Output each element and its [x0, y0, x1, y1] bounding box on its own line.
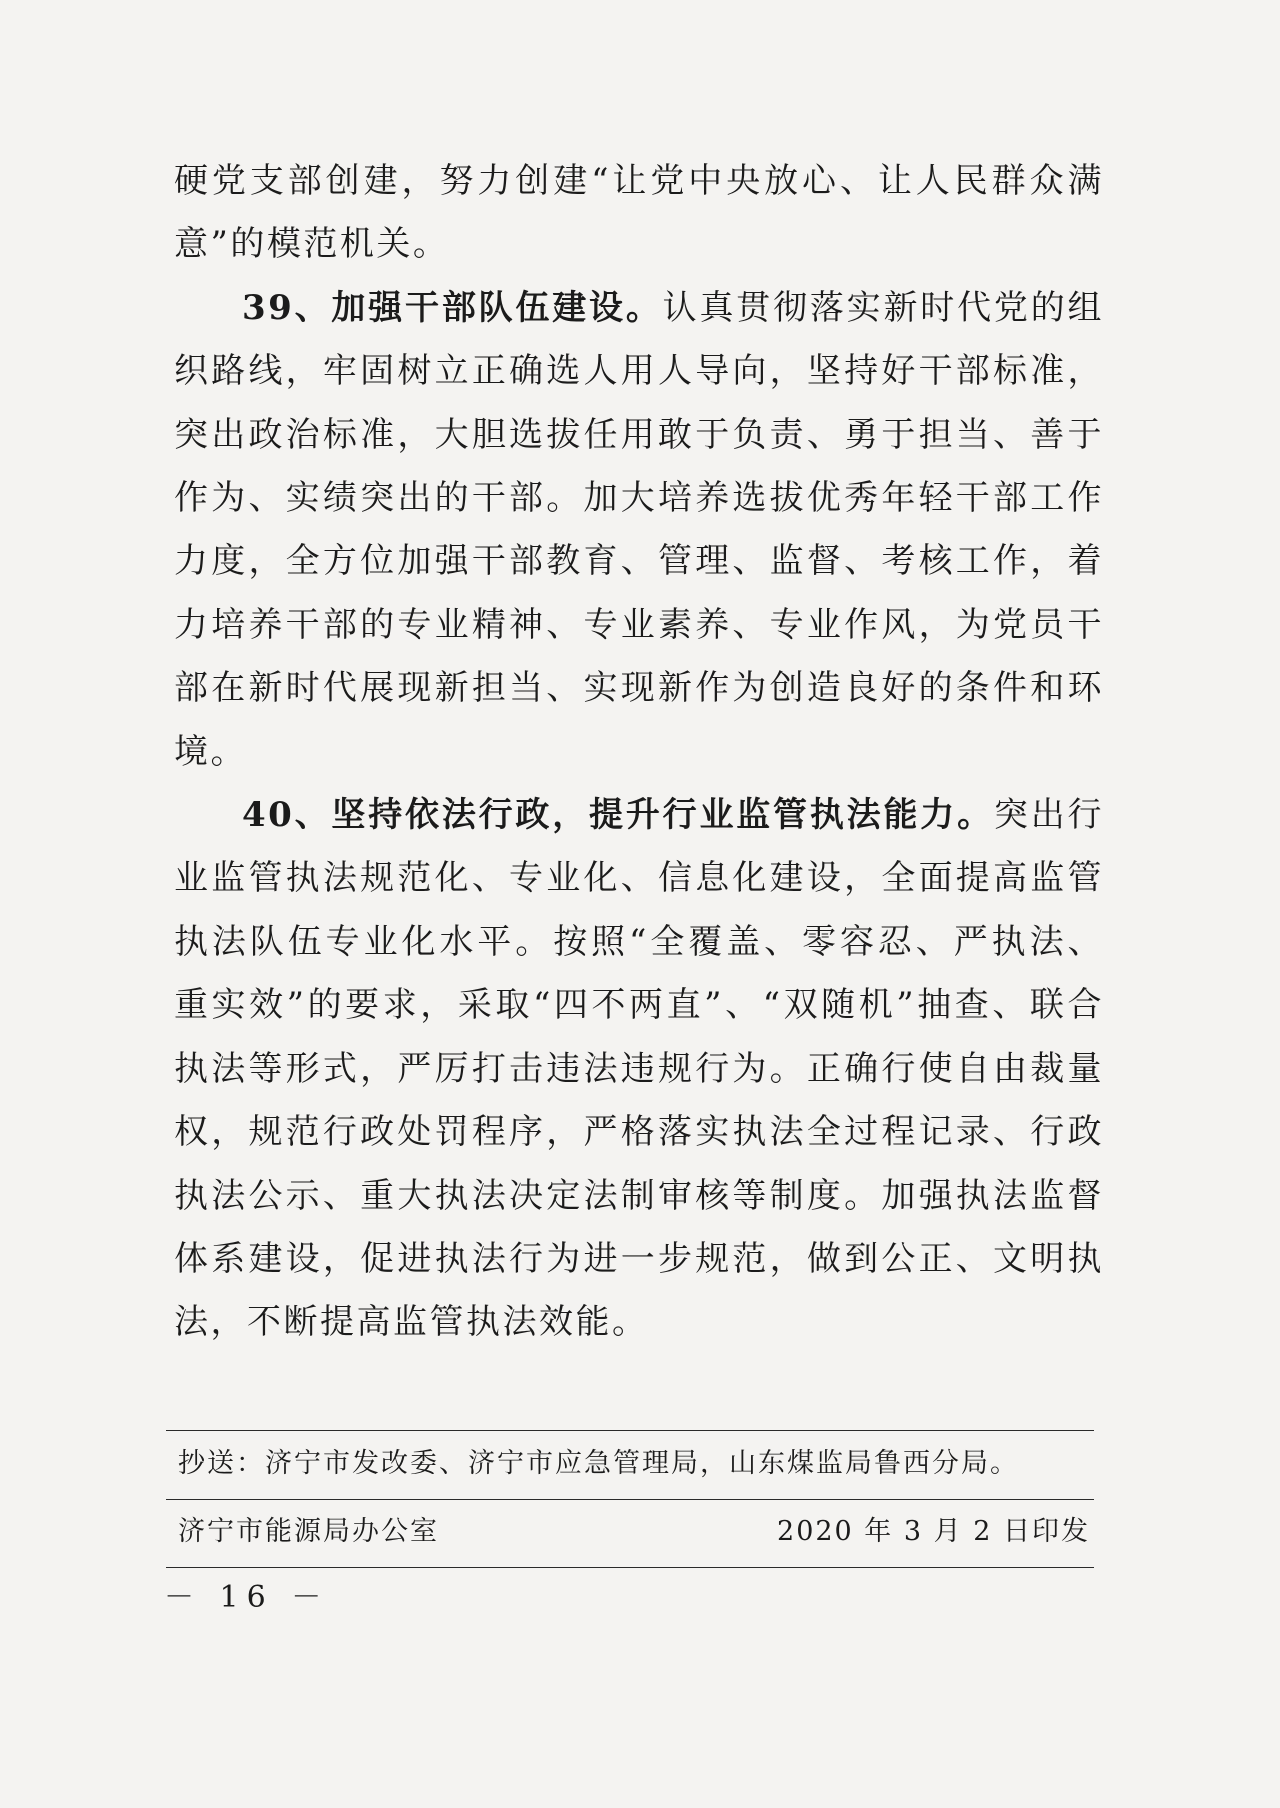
footer-rule-top — [166, 1430, 1094, 1431]
paragraph-text: 认真贯彻落实新时代党的组织路线，牢固树立正确选人用人导向，坚持好干部标准，突出政治标准，大胆选拔任用敢于负责、勇于担当、善于作为、实绩突出的干部。加大培养选拔优秀年轻干部工作力度，全方位加强干部教育、管理、监督、考核工作，着力培养干部的专业精神、专业素养、专业作风，为党员干部在新时代展现新担当、实现新作为创造良好的条件和环境。 — [174, 287, 1104, 772]
paragraph-heading: 40、坚持依法行政，提升行业监管执法能力。 — [242, 795, 994, 836]
paragraph-heading: 39、加强干部队伍建设。 — [242, 287, 663, 328]
paragraph-continuation — [174, 150, 1104, 277]
paragraph-text: 硬党支部创建，努力创建“让党中央放心、让人民群众满意”的模范机关。 — [174, 161, 1104, 265]
paragraph-39 — [174, 277, 1104, 784]
print-date: 2020 年 3 月 2 日印发 — [777, 1516, 1090, 1547]
paragraph-text: 突出行业监管执法规范化、专业化、信息化建设，全面提高监管执法队伍专业化水平。按照“全覆盖、零容忍、严执法、重实效”的要求，采取“四不两直”、“双随机”抽查、联合执法等形式，严厉打击违法违规行为。正确行使自由裁量权，规范行政处罚程序，严格落实执法全过程记录、行政执法公示、重大执法决定法制审核等制度。加强执法监督体系建设，促进执法行为进一步规范，做到公正、文明执法，不断提高监管执法效能。 — [174, 795, 1104, 1343]
issuer-name: 济宁市能源局办公室 — [178, 1516, 439, 1547]
page-number: － 16 － — [164, 1580, 330, 1615]
cc-line: 抄送：济宁市发改委、济宁市应急管理局，山东煤监局鲁西分局。 — [178, 1448, 1019, 1479]
footer-rule-bottom — [166, 1567, 1094, 1568]
footer-rule-middle — [166, 1499, 1094, 1500]
paragraph-40 — [174, 784, 1104, 1355]
body-text — [174, 150, 1104, 1355]
